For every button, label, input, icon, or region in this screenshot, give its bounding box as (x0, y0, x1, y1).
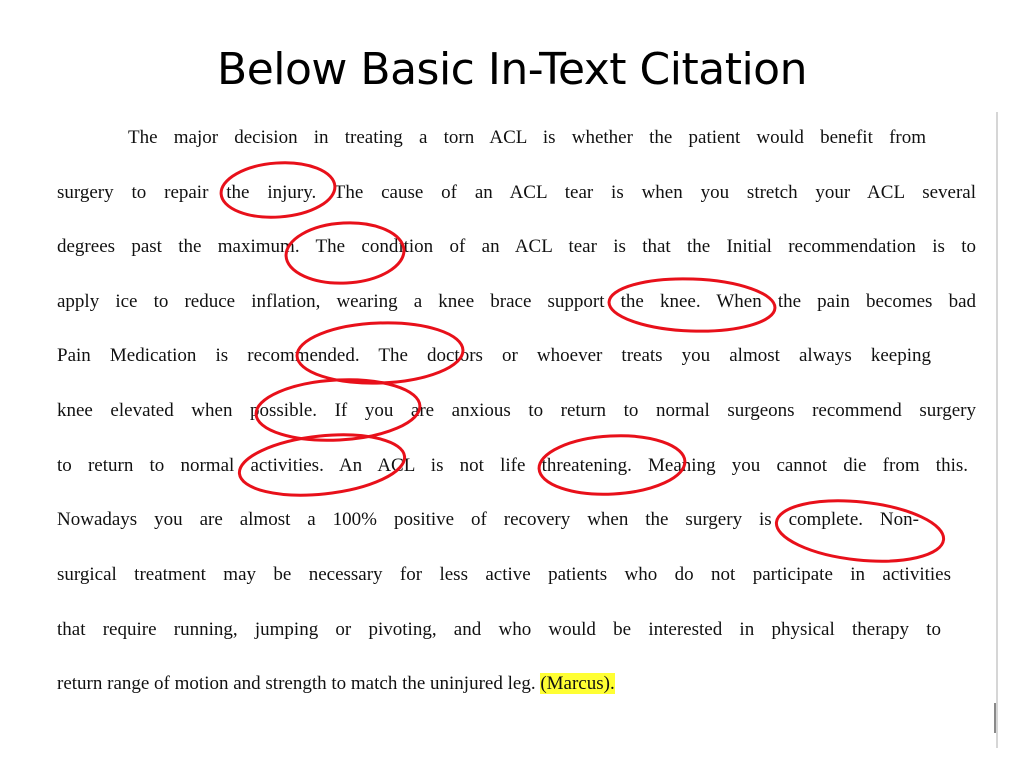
paragraph-line: Nowadays you are almost a 100% positive of recovery when the surgery is complete. Non- (57, 509, 919, 530)
document-edge-mark (994, 703, 996, 733)
slide-title: Below Basic In-Text Citation (217, 44, 807, 95)
document-edge-line (996, 112, 998, 748)
paragraph-line: that require running, jumping or pivoting, and who would be interested in physical therapy to (57, 619, 941, 640)
paragraph-line: apply ice to reduce inflation, wearing a knee brace support the knee. When the pain becomes bad (57, 291, 976, 312)
paragraph-line: The major decision in treating a torn ACL is whether the patient would benefit from (128, 127, 926, 148)
paragraph-last-line (57, 672, 615, 696)
paragraph-line: surgical treatment may be necessary for less active patients who do not participate in activities (57, 564, 951, 585)
paragraph-line: degrees past the maximum. The condition of an ACL tear is that the Initial recommendation is to (57, 236, 976, 257)
citation-highlight: (Marcus). (540, 673, 615, 694)
paragraph-line: surgery to repair the injury. The cause of an ACL tear is when you stretch your ACL several (57, 182, 976, 203)
paragraph-line: to return to normal activities. An ACL is not life threatening. Meaning you cannot die from this. (57, 455, 968, 476)
paragraph-line: return range of motion and strength to match the uninjured leg. (57, 673, 536, 694)
paragraph-line: knee elevated when possible. If you are anxious to return to normal surgeons recommend surgery (57, 400, 976, 421)
paragraph-line: Pain Medication is recommended. The doctors or whoever treats you almost always keeping (57, 345, 931, 366)
